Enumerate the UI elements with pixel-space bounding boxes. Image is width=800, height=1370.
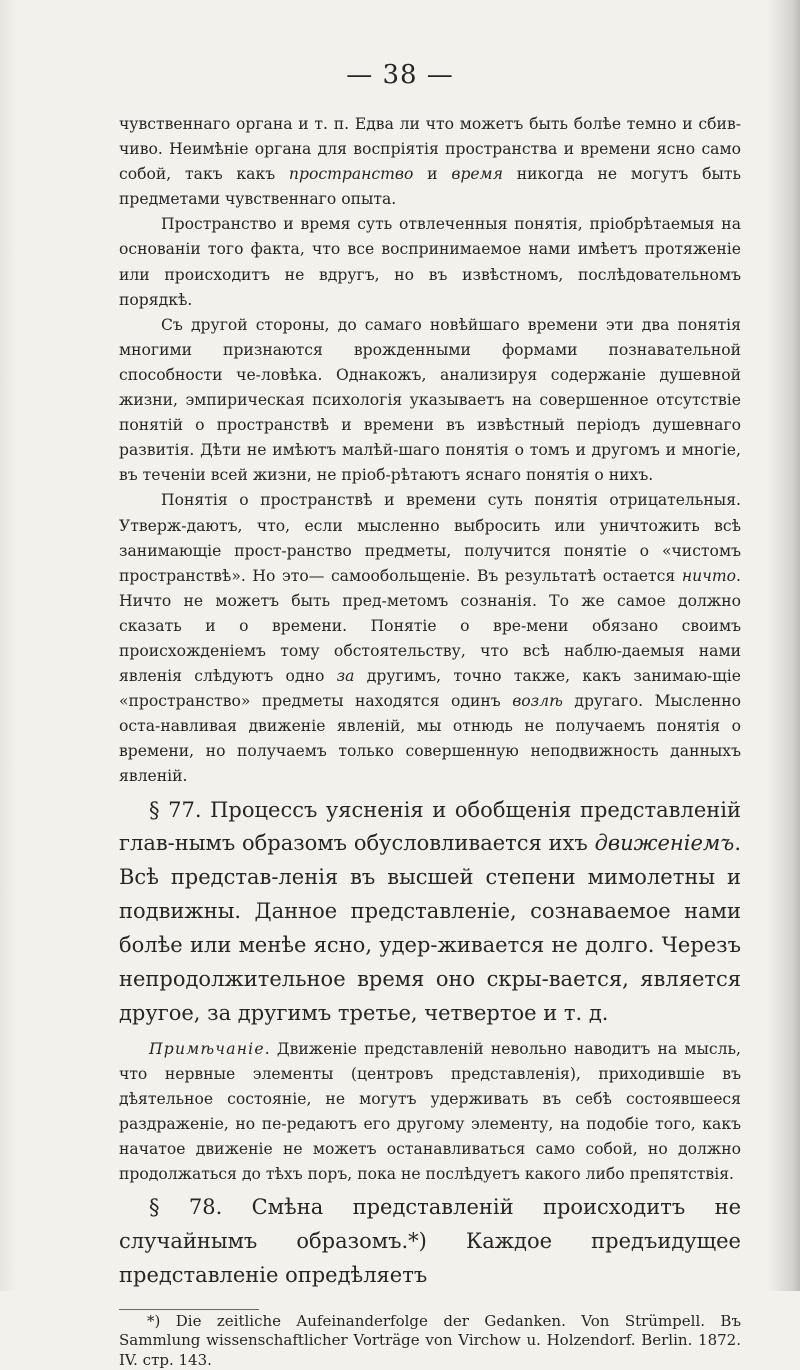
paragraph-negative-concepts bbox=[119, 488, 741, 789]
italic-term-time: время bbox=[451, 165, 503, 184]
text-run: и bbox=[413, 165, 452, 184]
italic-word-after: за bbox=[336, 667, 355, 686]
italic-word-nothing: ничто bbox=[681, 566, 737, 585]
text-run: . Всѣ представ-ленія въ высшей степени мимолетны и подвижны. Данное представленіе, сознаваемое нами болѣе или менѣе ясно, удер-живается не долго. Черезъ непродолжительное время оно скры-вается, является другое, за другимъ третье, четвертое и т. д. bbox=[119, 831, 741, 1025]
note-paragraph bbox=[119, 1037, 741, 1187]
text-run: никогда не могутъ быть предметами чувственнаго опыта. bbox=[119, 165, 742, 209]
text-run: § 77. Процессъ уясненія и обобщенія представленій глав-нымъ образомъ обусловливается ихъ bbox=[119, 797, 741, 856]
section-77-paragraph bbox=[119, 794, 741, 1031]
italic-term-space: пространство bbox=[288, 165, 414, 184]
text-run: другимъ, точно также, какъ занимаю-щіе «пространство» предметы находятся одинъ bbox=[119, 667, 741, 711]
page-edge-shadow bbox=[766, 0, 800, 1291]
italic-word-beside: возлѣ bbox=[512, 692, 563, 711]
paragraph-innate-forms: Съ другой стороны, до самаго новѣйшаго времени эти два понятія многими признаются врожденными формами познавательной способности че-ловѣка. Однакожъ, анализируя содержаніе душевной жизни, эмпирическая психологія указываетъ на совершенное отсутствіе понятій о пространствѣ и времени въ извѣстный періодъ душевнаго развитія. Дѣти не имѣютъ малѣй-шаго понятія о томъ и другомъ и многіе, въ теченіи всей жизни, не пріоб-рѣтаютъ яснаго понятія о нихъ. bbox=[119, 315, 741, 485]
page-spine-shadow bbox=[0, 0, 18, 1291]
note-label: Примѣчаніе bbox=[149, 1039, 265, 1058]
text-run: Понятія о пространствѣ и времени суть понятія отрицательныя. Утверж-даютъ, что, если мысленно выбросить или уничтожить всѣ занимающіе прост-ранство предметы, получится понятіе о «чистомъ пространствѣ». Но это— самообольщеніе. Въ результатѣ остается bbox=[119, 491, 741, 585]
paragraph-organ-of-space bbox=[119, 112, 741, 212]
text-run: чувственнаго органа и т. п. Едва ли что можетъ быть болѣе темно и сбив-чиво. Неимѣніе органа для воспріятія пространства и времени ясно само собой, такъ какъ bbox=[119, 115, 741, 184]
note-text: . Движеніе представленій невольно наводитъ на мысль, что нервные элементы (центровъ представленія), приходившіе въ дѣятельное состояніе, не могутъ удерживать въ себѣ состоявшееся раздраженіе, но пе-редаютъ его другому элементу, на подобіе того, какъ начатое движеніе не можетъ останавливаться само собой, но должно продолжаться до тѣхъ поръ, пока не послѣдуетъ какого либо препятствія. bbox=[119, 1039, 741, 1183]
page-number: — 38 — bbox=[346, 60, 454, 90]
paragraph-abstract-concepts: Пространство и время суть отвлеченныя понятія, пріобрѣтаемыя на основаніи того факта, что все воспринимаемое нами имѣетъ протяженіе или происходитъ не вдругъ, но въ извѣстномъ, послѣдовательномъ порядкѣ. bbox=[119, 215, 741, 309]
italic-term-movement: движеніемъ bbox=[594, 831, 735, 856]
section-78-paragraph: § 78. Смѣна представленій происходитъ не случайнымъ образомъ.*) Каждое предъидущее представленіе опредѣляетъ bbox=[119, 1194, 741, 1287]
footnote: *) Die zeitliche Aufeinanderfolge der Gedanken. Von Strümpell. Въ Sammlung wissenschaftlicher Vorträge von Virchow u. Holzendorf. Berlin. 1872. IV. стр. 143. bbox=[119, 1311, 741, 1369]
text-run: . Ничто не можетъ быть пред-метомъ сознанія. То же самое должно сказать и о времени. Понятіе о вре-мени обязано своимъ происхожденіемъ тому обстоятельству, что всѣ наблю-даемыя нами явленія слѣдуютъ одно bbox=[119, 566, 741, 686]
text-run: другаго. Мысленно оста-навливая движеніе явленій, мы отнюдь не получаемъ понятія о времени, но получаемъ только совершенную неподвижность данныхъ явленій. bbox=[119, 692, 742, 786]
page-body bbox=[119, 112, 741, 1370]
footnote-separator bbox=[119, 1309, 259, 1310]
